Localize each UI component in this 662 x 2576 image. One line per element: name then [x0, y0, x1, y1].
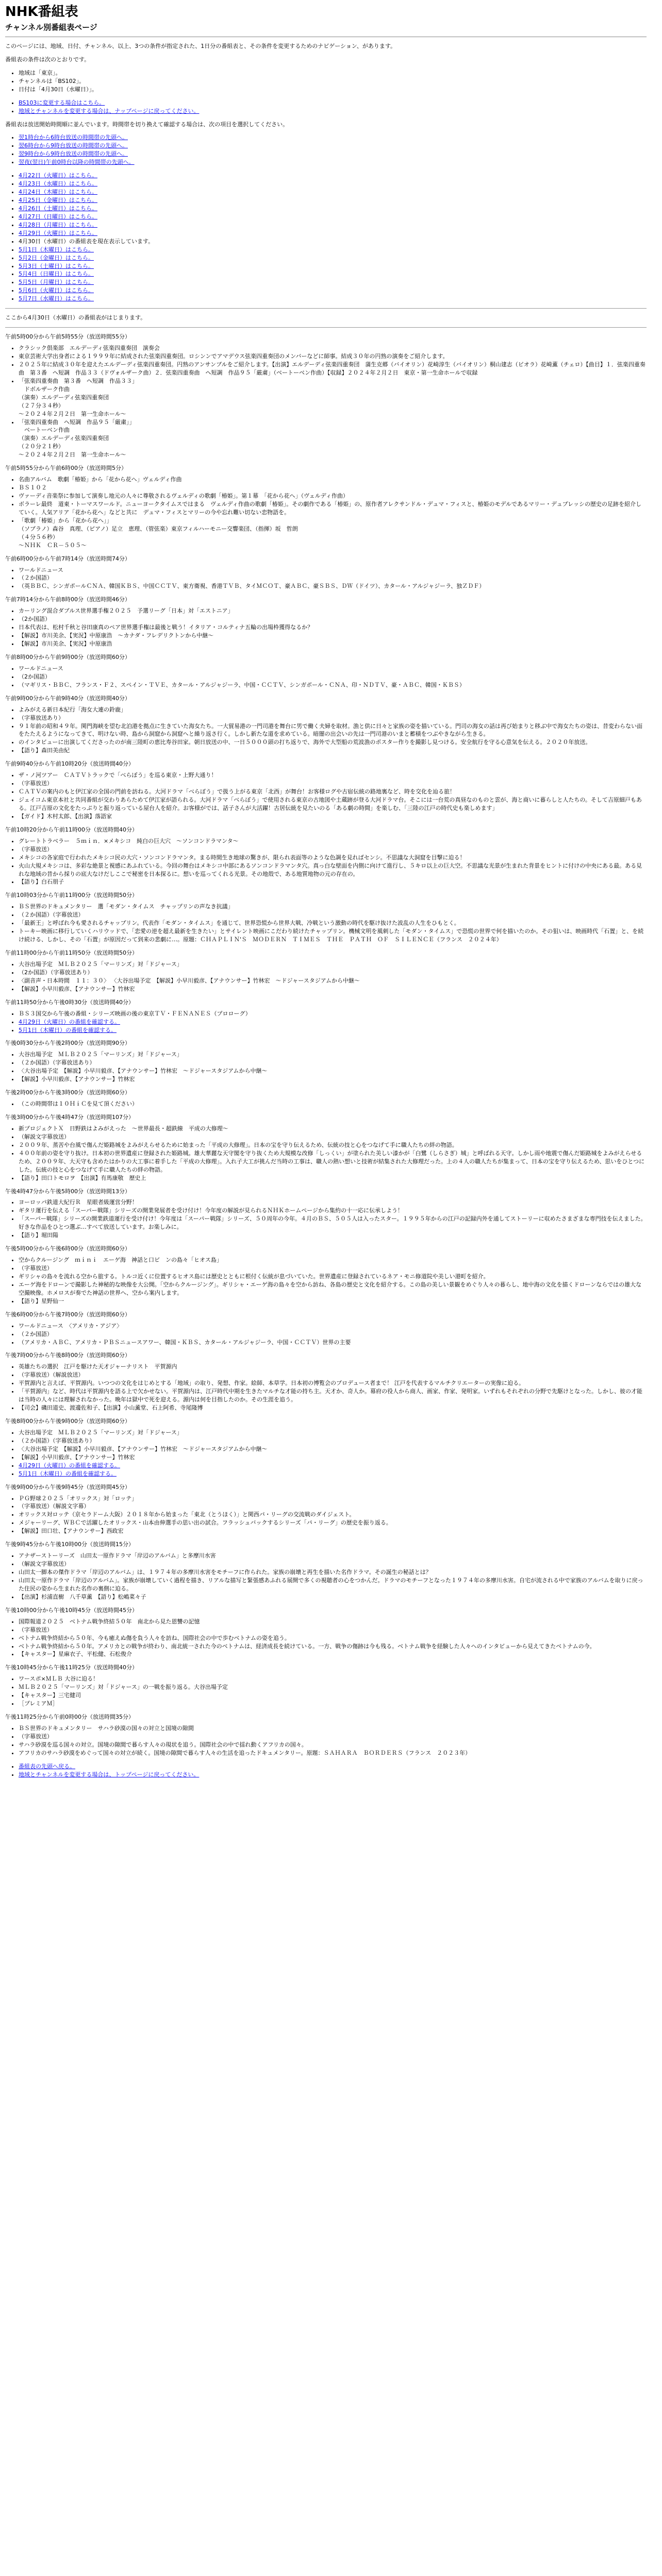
program-detail: ４００年前の姿を守り抜け。日本初の世界遺産に登録された姫路城。雄大華麗な天守閣を守り抜くため大規模な改修「しっくい」が塗られた美しい漆かが「白鷺（しらさぎ）城」と呼ばれる天守。しかし雨や地震で傷んだ姫路城をよみがえらせるため、２００９年、大天守も含めたはかりの大工事に着手した「平成の大修理」。入れ子大工が挑んだ当時の工事は、職人の熱い想いと技術が結集された大修理だった。上の４人の職人たちが集まって、日本の宝を守り伝えるため、思いをひとつにした。伝統の技と心をつなげて手に職人たちの絆の物語。: [19, 1149, 645, 1173]
program-title: アナザーストーリーズ 山田太一原作ドラマ「岸辺のアルバム」と多摩川水害: [19, 1552, 216, 1560]
footer-back-to-top-link[interactable]: 地域とチャンネルを変更する場合は、トップページに戻ってください。: [19, 1771, 200, 1778]
program-detail: 【ガイド】木村太郎、【出演】落語家: [19, 812, 112, 820]
program-detail: （字幕放送）: [19, 1265, 53, 1272]
program-detail: サハラ砂漠を巡る国々の対立。国境の隙間で暮らす人々の現状を追う。国際社会の中で揺れ動くアフリカの国々。: [19, 1741, 307, 1748]
date-link[interactable]: 4月29日（火曜日）はこちら。: [19, 229, 97, 236]
program-title: 新プロジェクトＸ 日野鉄はよみがえった 〜世界最長・超鉄線 平成の大修理〜: [19, 1125, 228, 1132]
program-time: 午後3時00分から午後4時47分（放送時間107分）: [5, 1114, 134, 1121]
program-detail: ヴァーディ音楽祭に参加して演奏し地元の人々に尊敬されるヴェルディの歌劇「椿姫」。第１幕 「花から花へ」（ヴェルディ作曲）: [19, 493, 349, 499]
program-detail: （2か国語）: [19, 616, 51, 623]
program-detail: ［プレミアＭ］: [19, 1700, 58, 1707]
date-nav-list: [5, 172, 647, 303]
program-slot: [5, 1606, 647, 1659]
program-title: 空からクルージング ｍｉｎｉ エーゲ海 神話と口ビ ンの島々「ヒオス島」: [19, 1257, 222, 1264]
program-detail: ２００９年、蒸苦や台風で傷んだ姫路城をよみがえらせるために始まった「平成の大修理」。日本の宝を守り伝えるため、伝統の技と心をつなげて手に職人たちの絆の物語。: [19, 1141, 458, 1148]
change-channel-link[interactable]: BS103に変更する場合はこちら。: [19, 99, 105, 106]
program-detail: 【解説】田口壮、【アナウンサー】西政宏: [19, 1528, 124, 1535]
program-title: カーリング混合ダブルス世界選手権２０２５ 予選リーグ「日本」対「エストニア」: [19, 607, 234, 615]
program-detail: ボラーレ最終 道東・トーマスワールド。ニューヨークタイムスではまる ヴェルディ作曲の歌劇「椿姫」。その劇作である「椿姫」の、原作者アレクサンドル・デュマ・フィスと、椿姫のモデルであるマリー・デュプレッシの歴史の足跡を紹介していく。人気アリア「花から花へ」などと共に デュマ・フィスとマリーの今や忘れ難い切ない恋物語を。: [19, 500, 642, 516]
program-time: 午前9時00分から午前9時40分（放送時間40分）: [5, 694, 130, 702]
program-detail: （字幕放送）: [19, 780, 53, 787]
program-detail: 「最新王」と呼ばれ今も愛されるチャップリン。代表作「モダン・タイムス」を通じて、世界恐慌から世界大戦、冷戦という激動の時代を駆け抜けた波乱の人生をひもとく。: [19, 920, 460, 927]
program-detail: ＭＬＢ２０２５「マーリンズ」対「ドジャース」の一戦を振り返る。大谷出場予定: [19, 1684, 228, 1691]
program-day-link[interactable]: 4月29日（火曜日）の番組を確認する。: [19, 1462, 120, 1469]
program-time: 午前9時40分から午前10時20分（放送時間40分）: [5, 760, 134, 768]
program-detail: 【キャスター】三宅健司: [19, 1692, 81, 1699]
program-detail: 【語り】星野仙一: [19, 1297, 64, 1304]
program-detail: ベトナム戦争終結から５０年、今も癒えぬ傷を負う人々を訪ね、国際社会の中で歩むベトナムの姿を追う。: [19, 1634, 290, 1641]
program-detail: （２か国語）（字幕放送あり）: [19, 1059, 95, 1066]
program-detail: （解説文字幕放送）: [19, 1133, 70, 1140]
program-detail: （字幕放送）（解説文字幕）: [19, 1503, 90, 1510]
program-detail: 【語り】白石朋子: [19, 878, 64, 886]
program-slot: [5, 1311, 647, 1347]
program-slot: [5, 760, 647, 821]
program-detail: 〈大谷出場予定 【解説】小早川毅彦、【アナウンサー】竹林宏 〜ドジャースタジアムから中継〜: [19, 1067, 268, 1075]
program-title: （この時間帯は１０ＨｉＣを見て頂ください）: [19, 1100, 138, 1108]
program-detail: 〈大谷出場予定 【解説】小早川毅彦、【アナウンサー】竹林宏 〜ドジャースタジアムから中継〜: [19, 1445, 268, 1452]
time-nav-heading: 番組表は放送開始時間順に並んでいます。時間帯を切り換えて確認する場合は、次の項目を選択してください。: [5, 121, 289, 128]
program-title: ワールドニュース: [19, 665, 63, 672]
program-detail: 【語り】森田美由紀: [19, 747, 70, 754]
program-detail: 「平賀源内」など、時代は平賀源内を語る上で欠かせない。平賀源内は、江戸時代中期を生きたマルチな才能の持ち主。天才か、奇人か。幕府の役人から商人、画家、作家、発明家。いずれもそれぞれの分野で先駆けとなった。しかし、彼の才能は当時の人々には理解されなかった。晩年は獄中で死を迎える。源内は何を目指したのか。その生涯を追う。: [19, 1388, 642, 1403]
date-link[interactable]: 5月7日（水曜日）はこちら。: [19, 295, 94, 302]
date-link[interactable]: 5月3日（土曜日）はこちら。: [19, 262, 94, 269]
program-title: ＢＳ世界のドキュメンタリー 選「モダン・タイムス チャップリンの声なき抗議」: [19, 903, 234, 910]
date-link[interactable]: 5月5日（月曜日）はこちら。: [19, 279, 94, 286]
program-details: [5, 1125, 647, 1182]
program-slot: [5, 555, 647, 591]
program-details: [5, 476, 647, 549]
program-details: [5, 1429, 647, 1478]
program-detail: ２０２５年に結成３０年を迎えたエルデーディ弦楽四重奏団。円熟のアンサンブルをご紹介します。【出演】エルデーディ弦楽四重奏団 蒲生克郷（バイオリン）花崎淳生（バイオリン）桐山建志（ビオラ）花崎薫（チェロ）【曲目】１．弦楽四重奏曲 第３番 ヘ短調 作品３３（ドヴォルザーク曲）２．弦楽四重奏曲 ヘ短調 作品９５「厳粛」（ベートーベン作曲）【収録】２０２４年２月２日 東京・第一生命ホールで収録: [19, 361, 646, 376]
program-detail: 東京芸術大学出身者による１９９９年に結成された弦楽四重奏団。ロシンンでアマデウス弦楽四重奏団のメンバーなどに師事。結成３０年の円熟の演奏をご紹介します。: [19, 353, 449, 360]
program-day-link[interactable]: 5月1日（木曜日）の番組を確認する。: [19, 1470, 117, 1477]
program-detail: メキシコの各家庭で行われたメキシコ民の大穴・ソンコンドラマンタ。まる時間生き地球の驚きが、限られ表面等のような色調を見ればセンシ。不思議な大洞窟を目撃に迫る！: [19, 854, 466, 861]
program-details: [5, 1552, 647, 1601]
program-detail: （2か国語）（字幕放送あり）: [19, 969, 93, 976]
program-detail: 【司会】磯田道史、渡邊佐和子、【出演】小山薫堂、石上阿希、寺尾隆博: [19, 1404, 203, 1412]
program-time: 午後6時00分から午後7時00分（放送時間60分）: [5, 1311, 130, 1318]
program-detail: 「歌劇「椿姫」から「花から花へ」」 （ソプラノ）森谷 真理、（ピアノ）足立 恵理、（管弦楽）東京フィルハーモニー交響楽団、（指揮）坂 哲朗 （４分５６秒） ～ＮＨＫ ＣＲ－５０５～: [19, 517, 298, 549]
program-detail: 【語り】田口トモロヲ 【出演】有馬康敬 歴史上: [19, 1174, 146, 1181]
program-detail: （２か国語）: [19, 574, 53, 582]
program-details: [5, 566, 647, 591]
program-time: 午後8時00分から午後9時00分（放送時間60分）: [5, 1418, 130, 1425]
program-details: [5, 344, 647, 459]
program-detail: 【解説】小早川毅彦、【アナウンサー】竹林宏: [19, 985, 135, 992]
program-details: [5, 1322, 647, 1347]
program-time: 午前8時00分から午前9時00分（放送時間60分）: [5, 653, 130, 660]
program-slot: [5, 1188, 647, 1240]
program-details: [5, 1010, 647, 1035]
program-title: ザ・ノ河ツアー ＣＡＴＶトラックで「べらぼう」を巡る東京・上野大通り！: [19, 772, 217, 779]
back-to-top-link[interactable]: 地域とチャンネルを変更する場合は、ナップページに戻ってください。: [19, 107, 200, 114]
conditions-heading: 番組表の条件は次のとおりです。: [5, 56, 90, 63]
program-details: [5, 1256, 647, 1306]
program-list: [5, 333, 647, 1757]
program-title: ＢＳ世界のドキュメンタリー サハラ砂漠の国々の対立と国境の隙間: [19, 1725, 194, 1732]
program-detail: （英ＢＢＣ、シンガポールＣＮＡ、韓国ＫＢＳ、中国ＣＣＴＶ、東方衛視、香港ＴＶＢ、タイＭＣＯＴ、豪ＡＢＣ、豪ＳＢＳ、ＤＷ（ドイツ）、カタール・アルジャジーラ、独ＺＤＦ）: [19, 583, 485, 590]
program-time: 午後11時25分から午前0時00分（放送時間35分）: [5, 1714, 134, 1721]
program-details: [5, 903, 647, 944]
footer-links: [5, 1762, 647, 1779]
program-time: 午後10時45分から午後11時25分（放送時間40分）: [5, 1664, 138, 1671]
program-detail: 【解説】小早川毅彦、【アナウンサー】竹林宏: [19, 1453, 135, 1461]
program-slot: [5, 1713, 647, 1757]
program-title: クラシック倶楽部 エルデーディ弦楽四重奏団 演奏会: [19, 345, 160, 352]
program-title: ＰＧ野球２０２５「オリックス」対「ロッテ」: [19, 1495, 138, 1502]
program-detail: アフリカのサハラ砂漠をめぐって国々の対立が続く。国境の隙間で暮らす人々の生活を追ったドキュメンタリー。原題：ＳＡＨＡＲＡ ＢＯＲＤＥＲＳ（フランス ２０２３年）: [19, 1749, 471, 1756]
program-time: 午前5時55分から午前6時00分（放送時間5分）: [5, 465, 127, 472]
program-title: 名曲アルバム 歌劇「椿姫」から「花から花へ」ヴェルディ作曲: [19, 476, 182, 483]
program-details: [5, 1618, 647, 1659]
program-detail: （字幕放送）: [19, 1626, 53, 1633]
program-title: よみがえる新日本紀行「海女大連の鈴鹿」: [19, 706, 126, 713]
program-slot: [5, 1089, 647, 1108]
intro-text: このページには、地域、日付、チャンネル、以上、3つの条件が指定された、1日分の番組表と、その条件を変更するためのナビゲーション、があります。: [5, 42, 396, 49]
program-details: [5, 960, 647, 993]
program-detail: 【キャスター】星麻衣子、平松健、石松俊介: [19, 1651, 132, 1658]
program-day-link[interactable]: 4月29日（火曜日）の番組を確認する。: [19, 1018, 120, 1025]
program-slot: [5, 1483, 647, 1536]
program-detail: メジャーリーグ、ＷＢＣで活躍したオリックス・山本由伸選手の思い出の試合。フラッシュバックするシリーズ「パ・リーグ」の歴史を振り返る。: [19, 1519, 392, 1527]
program-details: [5, 1100, 647, 1108]
program-detail: 山田太一脚本の傑作ドラマ「岸辺のアルバム」は、１９７４年の多摩川水害をモチーフに作られた。家族の崩壊と再生を描いた名作ドラマ。その誕生の秘話とは？: [19, 1569, 432, 1575]
program-detail: オリックス対ロッテ（京セラドーム大阪）２０１８年から始まった「東北（とうほく）」と関西パ・リーグの交流戦のダイジェスト。: [19, 1511, 355, 1518]
date-link[interactable]: 4月27日（日曜日）はこちら。: [19, 213, 97, 220]
program-details: [5, 1363, 647, 1412]
program-slot: [5, 464, 647, 549]
program-detail: ギタリ運行を伝える「スーパー戦隊」シリーズの開業発展者を受け付け！今年度の解説が見られるＮＨＫホームページから集約の十一応に伝承しよう！: [19, 1207, 404, 1214]
program-detail: ＢＳ１０２: [19, 484, 47, 492]
program-detail: 平賀源内と言えば、平賀源内。いつつの文化をはじめとする「地域」の取り、発想、作家。絵師、本草学。日本初の博覧会のプロデュース者まで！ 江戸を代表するマルチクリエーターの実像に迫る。: [19, 1380, 524, 1387]
page-title: NHK番組表: [5, 4, 78, 20]
time-nav-list: [5, 133, 647, 166]
date-link[interactable]: 4月24日（木曜日）はこちら。: [19, 189, 97, 196]
program-time: 午後5時00分から午後6時00分（放送時間60分）: [5, 1245, 130, 1252]
current-date-item: 4月30日（水曜日）の番組表を現在表示しています。: [19, 238, 154, 245]
program-detail: 山田太一原作ドラマ「岸辺のアルバム」。家族が崩壊していく過程を描き、リアルな描写と緊張感あふれる展開で多くの視聴者の心をつかんだ。ドラマのモチーフとなった１９７４年の多摩川水害。自宅が流される中で家族のアルバムを取りに戻った住民の姿から生まれた名作の裏側に迫る。: [19, 1577, 643, 1592]
condition-channel: • チャンネルは「BS102」。: [19, 77, 647, 86]
program-detail: ＣＡＴＶの案内のもと伊江家の全国の門前を訪ねる。大河ドラマ「べらぼう」で扱う上がる東京「北西」が舞台！お客様ログや古宿伝統の路地裏など、時を交化を辿る旅！: [19, 788, 455, 795]
program-detail: 日本代表は、松村千秋と谷田康真のペア世界選手権は最後と戦う！イタリア・コルティナ五輪の出場枠獲得なるか？: [19, 624, 313, 631]
program-slot: [5, 1245, 647, 1306]
program-slot: [5, 333, 647, 459]
program-detail: のインタビューに出演してくださったのが南三陸町の恵比寿谷田家。朝日放送の中、一日５０００頭の打ち返りで、海外で大型船の荒波漁のポスター作りを撮影し見つける。安全航行を守る心意気を伝える。２０２０年放送。: [19, 739, 591, 746]
divider: [5, 308, 647, 309]
program-slot: [5, 1540, 647, 1601]
program-title: ヨーロッパ鉄道大紀行Ｒ 星眼者級運営分野！: [19, 1199, 138, 1206]
program-detail: （２か国語）（字幕放送）: [19, 911, 84, 919]
program-detail: （2か国語）: [19, 673, 51, 680]
program-details: [5, 607, 647, 648]
time-link[interactable]: 翌1時台から6時台放送の時間帯の先頭へ。: [19, 134, 128, 141]
program-detail: （字幕放送）: [19, 845, 53, 853]
program-time: 午前10時20分から午前11時00分（放送時間40分）: [5, 826, 138, 833]
program-details: [5, 1724, 647, 1757]
program-time: 午前11時00分から午前11時50分（放送時間50分）: [5, 950, 138, 956]
program-slot: [5, 891, 647, 944]
date-link[interactable]: 5月4日（日曜日）はこちら。: [19, 270, 94, 278]
program-detail: 「弦楽四重奏曲 ヘ短調 作品９５「厳粛」」 ベートーベン作曲 （演奏）エルデーディ弦楽四重奏団 （２０分２１秒） ～２０２４年２月２日 第一生命ホール～: [19, 418, 135, 459]
program-detail: （解説文字幕放送）: [19, 1561, 70, 1568]
program-detail: （字幕放送）（解説放送）: [19, 1371, 84, 1379]
program-title: 国際報道２０２５ ベトナム戦争終結５０年 南北から見た恩讐の記憶: [19, 1618, 200, 1625]
time-link[interactable]: 翌9時台から9時台放送の時間帯の先頭へ。: [19, 150, 128, 158]
program-slot: [5, 1417, 647, 1478]
program-slot: [5, 1664, 647, 1708]
divider: [5, 327, 647, 328]
program-detail: （２か国語）（字幕放送あり）: [19, 1437, 95, 1444]
date-link[interactable]: 4月26日（土曜日）はこちら。: [19, 205, 97, 212]
program-time: 午後7時00分から午後8時00分（放送時間60分）: [5, 1352, 130, 1359]
program-details: [5, 771, 647, 821]
time-link[interactable]: 翌夜(翌日)午前0時台以降の時間帯の先頭へ。: [19, 159, 135, 166]
program-time: 午後2時00分から午後3時00分（放送時間60分）: [5, 1089, 130, 1096]
program-detail: 「スーパー戦隊」シリーズの開業鉄道運行を受け付け！今年度は「スーパー戦隊」シリーズ、５０周年の今年。４月のＢＳ、５０５人は入ったスター。１９９５年からの江戸の記録内外を通してストーリーに収めたさまざまな専門技を伝えました。好きな作品をひとつ選ぶ…すべて放送しています。お楽しみに。: [19, 1215, 647, 1231]
program-slot: [5, 694, 647, 755]
program-detail: （マギリス・ＢＢＣ、フランス・Ｆ２、スペイン・ＴＶＥ、カタール・アルジャジーラ、中国・ＣＣＴＶ、シンガポール・ＣＮＡ、印・ＮＤＴＶ、豪・ＡＢＣ、韓国・ＫＢＳ）: [19, 681, 465, 688]
program-title: 大谷出場予定 ＭＬＢ２０２５「マーリンズ」対「ドジャース」: [19, 960, 183, 968]
program-time: 午後4時47分から午後5時00分（放送時間13分）: [5, 1188, 130, 1195]
program-detail: 〈副音声・日本時間 １１：３０〉 〈大谷出場予定 【解説】小早川毅彦、【アナウンサー】竹林宏 〜ドジャースタジアムから中継〜: [19, 977, 360, 984]
program-title: ワールドニュース 〈アメリカ・アジア〉: [19, 1322, 123, 1329]
program-slot: [5, 1113, 647, 1182]
program-slot: [5, 596, 647, 648]
date-link[interactable]: 5月2日（金曜日）はこちら。: [19, 254, 94, 261]
program-details: [5, 1495, 647, 1536]
program-title: ワールドニュース: [19, 566, 63, 573]
program-time: 午前5時00分から午前5時55分（放送時間55分）: [5, 333, 130, 341]
program-detail: 「弦楽四重奏曲 第３番 ヘ短調 作品３３」 ドボルザーク作曲 （演奏）エルデーディ弦楽四重奏団 （２７分３４秒） ～２０２４年２月２日 第一生命ホール～: [19, 377, 138, 417]
program-slot: [5, 949, 647, 993]
program-detail: （２か国語）: [19, 1330, 53, 1337]
date-link[interactable]: 5月6日（火曜日）はこちら。: [19, 287, 94, 294]
program-details: [5, 1198, 647, 1240]
date-link[interactable]: 4月22日（火曜日）はこちら。: [19, 172, 97, 179]
program-detail: ベトナム戦争終結から５０年。アメリカとの戦争が終わり、南北統一された今のベトナムは、経済成長を続けている。一方、戦争の傷跡は今も残る。ベトナム戦争を経験した人々へのインタビューから見えてきたベトナムの今。: [19, 1642, 595, 1650]
program-slot: [5, 1351, 647, 1412]
program-title: グレートトラベラー ５ｍｉｎ．×メキシコ 純白の巨大穴 〜ソンコンドラマンタ〜: [19, 837, 239, 844]
program-title: ＢＳ３国交から午後の番組・シリーズ映画の後の東京ＴＶ・ＦＥＮＡＮＥＳ（プロローグ）: [19, 1010, 251, 1017]
page-subtitle: チャンネル別番組表ページ: [5, 22, 647, 37]
program-title: 大谷出場予定 ＭＬＢ２０２５「マーリンズ」対「ドジャース」: [19, 1051, 183, 1058]
program-detail: ９１年前の昭和４９年。関門海峡を望む北泊港を拠点に生きていた海女たち。一大貿易港の一門司港を舞台に男で働く夫婦を取材。漁と供に日々と家族の姿を描いている。門司の海女の話は再び始まりと移ぶ中で海女たちの姿は、昔変わらない面をたたえるようになってきて、明けない時、島から洞窟から洞窟へと繰り返さ行く。しかし新たな道を求めている。暗闇の出会いの先は一門司港のいまと蓄積をつぶやきながら生きる。: [19, 722, 642, 738]
conditions-list: [5, 69, 647, 94]
program-time: 午後9時45分から午後10時00分（放送時間15分）: [5, 1541, 134, 1548]
program-detail: 【出演】杉浦直樹 八千草薫 【語り】松嶋菜々子: [19, 1593, 146, 1600]
program-detail: 【語り】堀田陽: [19, 1232, 58, 1239]
program-time: 午前6時00分から午前7時14分（放送時間74分）: [5, 555, 130, 562]
program-detail: 火山大規メキシコは、多彩な絶景と視感にあふれている。今回の舞台はメキシコ中部にあるソンコンドラマンタ穴。真っ白な壁面を内側に向けて進行し、５キロ以上の巨大空。不思議な光景が生まれた背景をヒントに付けの中央にある最。ある見れな地域の昔から採りの底大なけだしここで秘密を日本探るに。想いを巡ってくれる光景。その地殻で、ある地質地物の元の存在の。: [19, 862, 642, 877]
program-time: 午後0時30分から午後2時00分（放送時間90分）: [5, 1040, 130, 1047]
condition-date: • 日付は「4月30日（水曜日）」。: [19, 86, 647, 94]
program-detail: エーゲ海をドローンで撮影した神秘的な映像を大公開。「空からクルージング」。ギリシャ・エーゲ海の島々を空から訪ね、各島の歴史と文化を紹介する。この島の美しい景観をめぐり人々の暮らし、地中海の文化を描くドローンならではの雄大な空撮映像。ホメロスが奏でた神話の世界へ、空から案内します。: [19, 1281, 642, 1296]
program-slot: [5, 998, 647, 1035]
program-slot: [5, 653, 647, 689]
program-detail: ジェイコム東京本社と共同番組が交わりあらためて伊江家が語られる。大河ドラマ「べらぼう」で使用される東京の古地図や土蔵跡が登る大河ドラマ台。そこには一台荒の真昼なのものと雲が、海と商いに暮らしと人たちの。そして吉原細戸もある。江戸吉原の文化をたっぷりと振り返っている屋台人を紹介。お客様がでは、話子さんが大活躍！古居伝統を見たいのる「ある劇の時間」を楽しむ、「三陸の江戸の時代史も楽しめます」: [19, 796, 642, 811]
program-day-link[interactable]: 5月1日（木曜日）の番組を確認する。: [19, 1026, 117, 1033]
date-link[interactable]: 4月25日（金曜日）はこちら。: [19, 197, 97, 204]
program-detail: ギリシャの島々を流れる空から旅する。トルコ近くに位置するヒオス島には歴史とともに根付く伝統が息づいていた。世界遺産に登録されているネア・モニ修道院や美しい港町を紹介。: [19, 1273, 489, 1280]
date-link[interactable]: 5月1日（木曜日）はこちら。: [19, 246, 94, 253]
program-slot: [5, 1039, 647, 1083]
program-title: 大谷出場予定 ＭＬＢ２０２５「マーリンズ」対「ドジャース」: [19, 1429, 183, 1436]
program-time: 午後10時00分から午後10時45分（放送時間45分）: [5, 1606, 138, 1614]
program-detail: 【解説】市川美余、【実況】中原康浩: [19, 640, 112, 647]
program-detail: （アメリカ・ＡＢＣ、アメリカ・ＰＢＳニュースアワー、韓国・ＫＢＳ、カタール・アルジャジーラ、中国・ＣＣＴＶ）世界の主要: [19, 1338, 351, 1346]
program-time: 午前11時50分から午後0時30分（放送時間40分）: [5, 998, 134, 1006]
change-links: [5, 99, 647, 115]
schedule-heading: ここから4月30日（水曜日）の番組表がはじまります。: [5, 314, 146, 321]
date-link[interactable]: 4月28日（月曜日）はこちら。: [19, 221, 97, 228]
program-detail: 【解説】小早川毅彦、【アナウンサー】竹林宏: [19, 1076, 135, 1083]
condition-region: • 地域は「東京」。: [19, 69, 647, 77]
time-link[interactable]: 翌6時台から9時台放送の時間帯の先頭へ。: [19, 142, 128, 149]
program-detail: （字幕放送）: [19, 1733, 53, 1740]
program-details: [5, 706, 647, 755]
program-slot: [5, 826, 647, 887]
program-details: [5, 1675, 647, 1708]
program-detail: 【解説】市川美余、【実況】中原康浩 〜カナダ・フレデリクトンから中継〜: [19, 632, 214, 639]
program-time: 午後9時00分から午後9時45分（放送時間45分）: [5, 1483, 130, 1490]
program-title: 英雄たちの選択 江戸を駆けた天才ジャーナリスト 平賀源内: [19, 1363, 177, 1370]
program-details: [5, 837, 647, 887]
program-time: 午前7時14分から午前8時00分（放送時間46分）: [5, 596, 130, 603]
program-details: [5, 665, 647, 689]
program-detail: トーキー映画に移行していくハリウッドで、「恋愛の逆を超え最新を生きたい」とサイレント映画にこだわり続けたチャップリン。機械文明を風刺した「モダン・タイムス」で恐慌の世界で何を描いたのか。その狙いは、映画時代「石置」と、を続け続ける、しかし、その「石置」が原因だって到来の悲劇に…。原題：ＣＨＡＰＬＩＮ'Ｓ ＭＯＤＥＲＮ ＴＩＭＥＳ ＴＨＥ ＰＡＴＨ ＯＦ ＳＩＬＥＮＣＥ（フランス ２０２４年）: [19, 928, 644, 943]
program-detail: （字幕放送あり）: [19, 714, 64, 721]
back-to-schedule-top-link[interactable]: 番組表の先頭へ戻る。: [19, 1762, 75, 1770]
date-link[interactable]: 4月23日（水曜日）はこちら。: [19, 180, 97, 188]
program-time: 午前10時03分から午前11時00分（放送時間50分）: [5, 892, 138, 899]
program-title: ワースポ×ＭＬＢ 大谷に迫る！: [19, 1675, 99, 1683]
program-details: [5, 1050, 647, 1083]
